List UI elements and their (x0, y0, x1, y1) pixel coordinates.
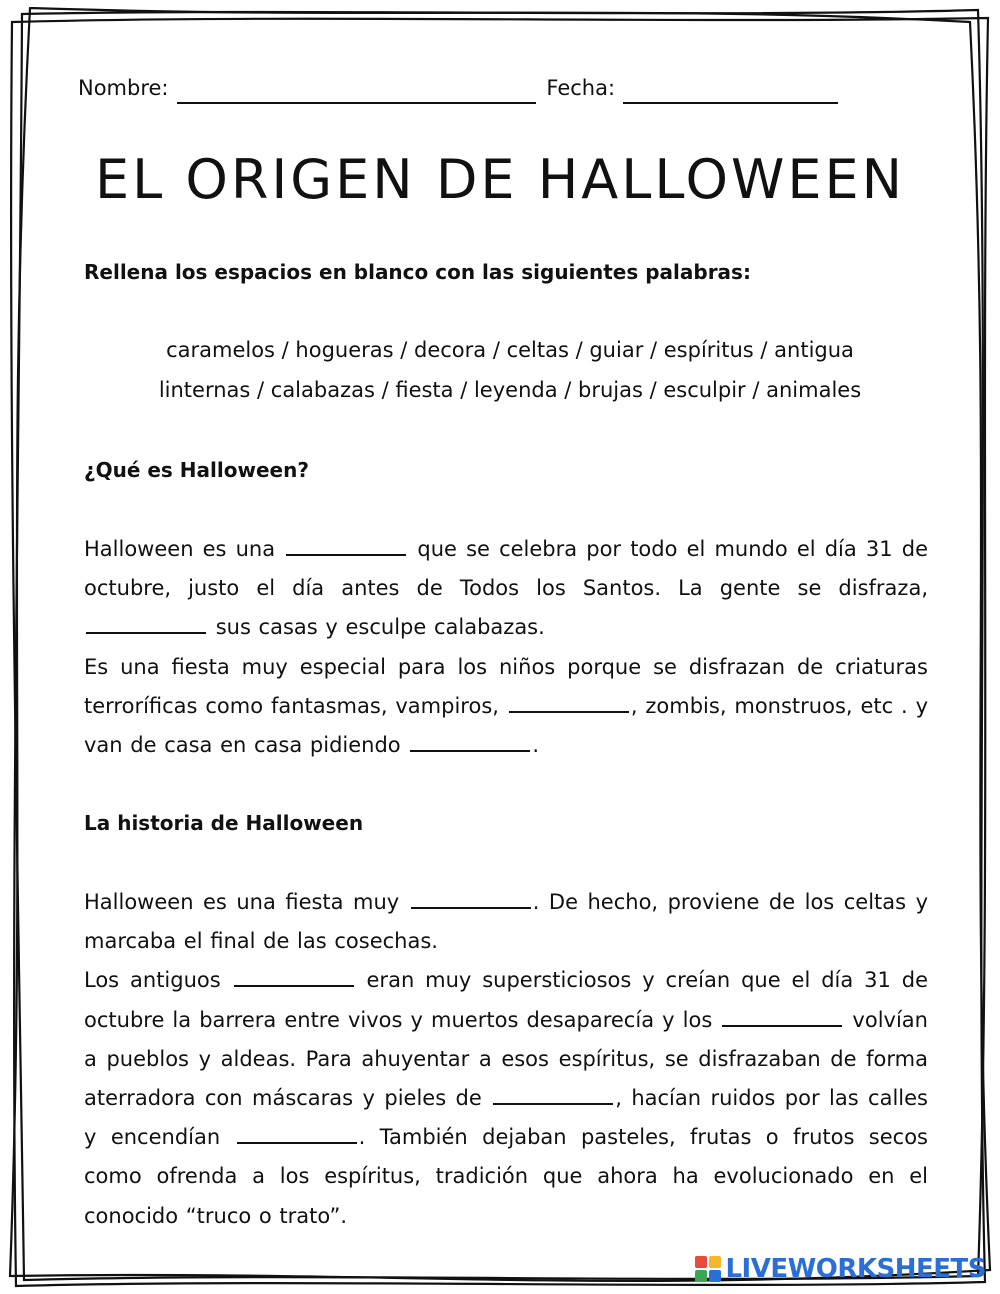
paragraph-what-is (84, 530, 928, 765)
text: , zombis, monstruos, etc . y van de casa en casa pidiendo (84, 693, 928, 758)
text: que se celebra por todo el mundo el día 31 de octubre, justo el día antes de Todos los Santos. La gente se disfraza, (84, 537, 928, 601)
logo-square (709, 1270, 721, 1282)
logo-square (695, 1256, 707, 1268)
blank-field[interactable] (234, 971, 354, 987)
liveworksheets-brand[interactable] (695, 1254, 986, 1284)
text: eran muy supersticiosos y creían que el día 31 de octubre la barrera entre vivos y muertos desaparecía y los (84, 968, 928, 1032)
blank-field[interactable] (722, 1011, 842, 1027)
logo-square (709, 1256, 721, 1268)
blank-field[interactable] (411, 893, 531, 909)
page-title: EL ORIGEN DE HALLOWEEN (94, 148, 906, 211)
text: , hacían ruidos por las calles y encendían (84, 1086, 928, 1150)
brand-wordmark: LIVEWORKSHEETS (725, 1254, 986, 1284)
name-field[interactable] (177, 80, 537, 104)
text: Halloween es una fiesta muy (84, 890, 400, 914)
instructions: Rellena los espacios en blanco con las siguientes palabras: (84, 260, 751, 284)
word-bank-line-1: caramelos / hogueras / decora / celtas / guiar / espíritus / antigua (166, 338, 854, 362)
text: Halloween es una (84, 537, 276, 561)
logo-square (695, 1270, 707, 1282)
date-field[interactable] (623, 80, 838, 104)
text: Es una fiesta muy especial para los niños porque se disfrazan de criaturas terroríficas como fantasmas, vampiros, (84, 654, 928, 718)
blank-field[interactable] (410, 736, 530, 752)
text: . (532, 733, 540, 758)
text: sus casas y esculpe calabazas. (215, 615, 545, 640)
section-heading-what-is: ¿Qué es Halloween? (84, 458, 309, 482)
text: . También dejaban pasteles, frutas o frutos secos como ofrenda a los espíritus, tradición que ahora ha evolucionado en el conocido “truco o trato”. (84, 1125, 928, 1228)
student-info-row (78, 70, 848, 104)
blank-field[interactable] (493, 1089, 613, 1105)
paragraph-history (84, 883, 928, 1236)
section-heading-history: La historia de Halloween (84, 811, 364, 835)
liveworksheets-logo-icon (695, 1256, 721, 1282)
blank-field[interactable] (509, 697, 629, 713)
blank-field[interactable] (286, 540, 406, 556)
blank-field[interactable] (237, 1128, 357, 1144)
word-bank-line-2: linternas / calabazas / fiesta / leyenda / brujas / esculpir / animales (158, 378, 862, 402)
text: . De hecho, proviene de los celtas y marcaba el final de las cosechas. (84, 890, 928, 954)
blank-field[interactable] (86, 618, 206, 634)
date-label: Fecha: (546, 76, 616, 100)
name-label: Nombre: (78, 76, 169, 100)
text: volvían a pueblos y aldeas. Para ahuyentar a esos espíritus, se disfrazaban de forma aterradora con máscaras y pieles de (84, 1007, 928, 1111)
text: Los antiguos (84, 968, 221, 993)
